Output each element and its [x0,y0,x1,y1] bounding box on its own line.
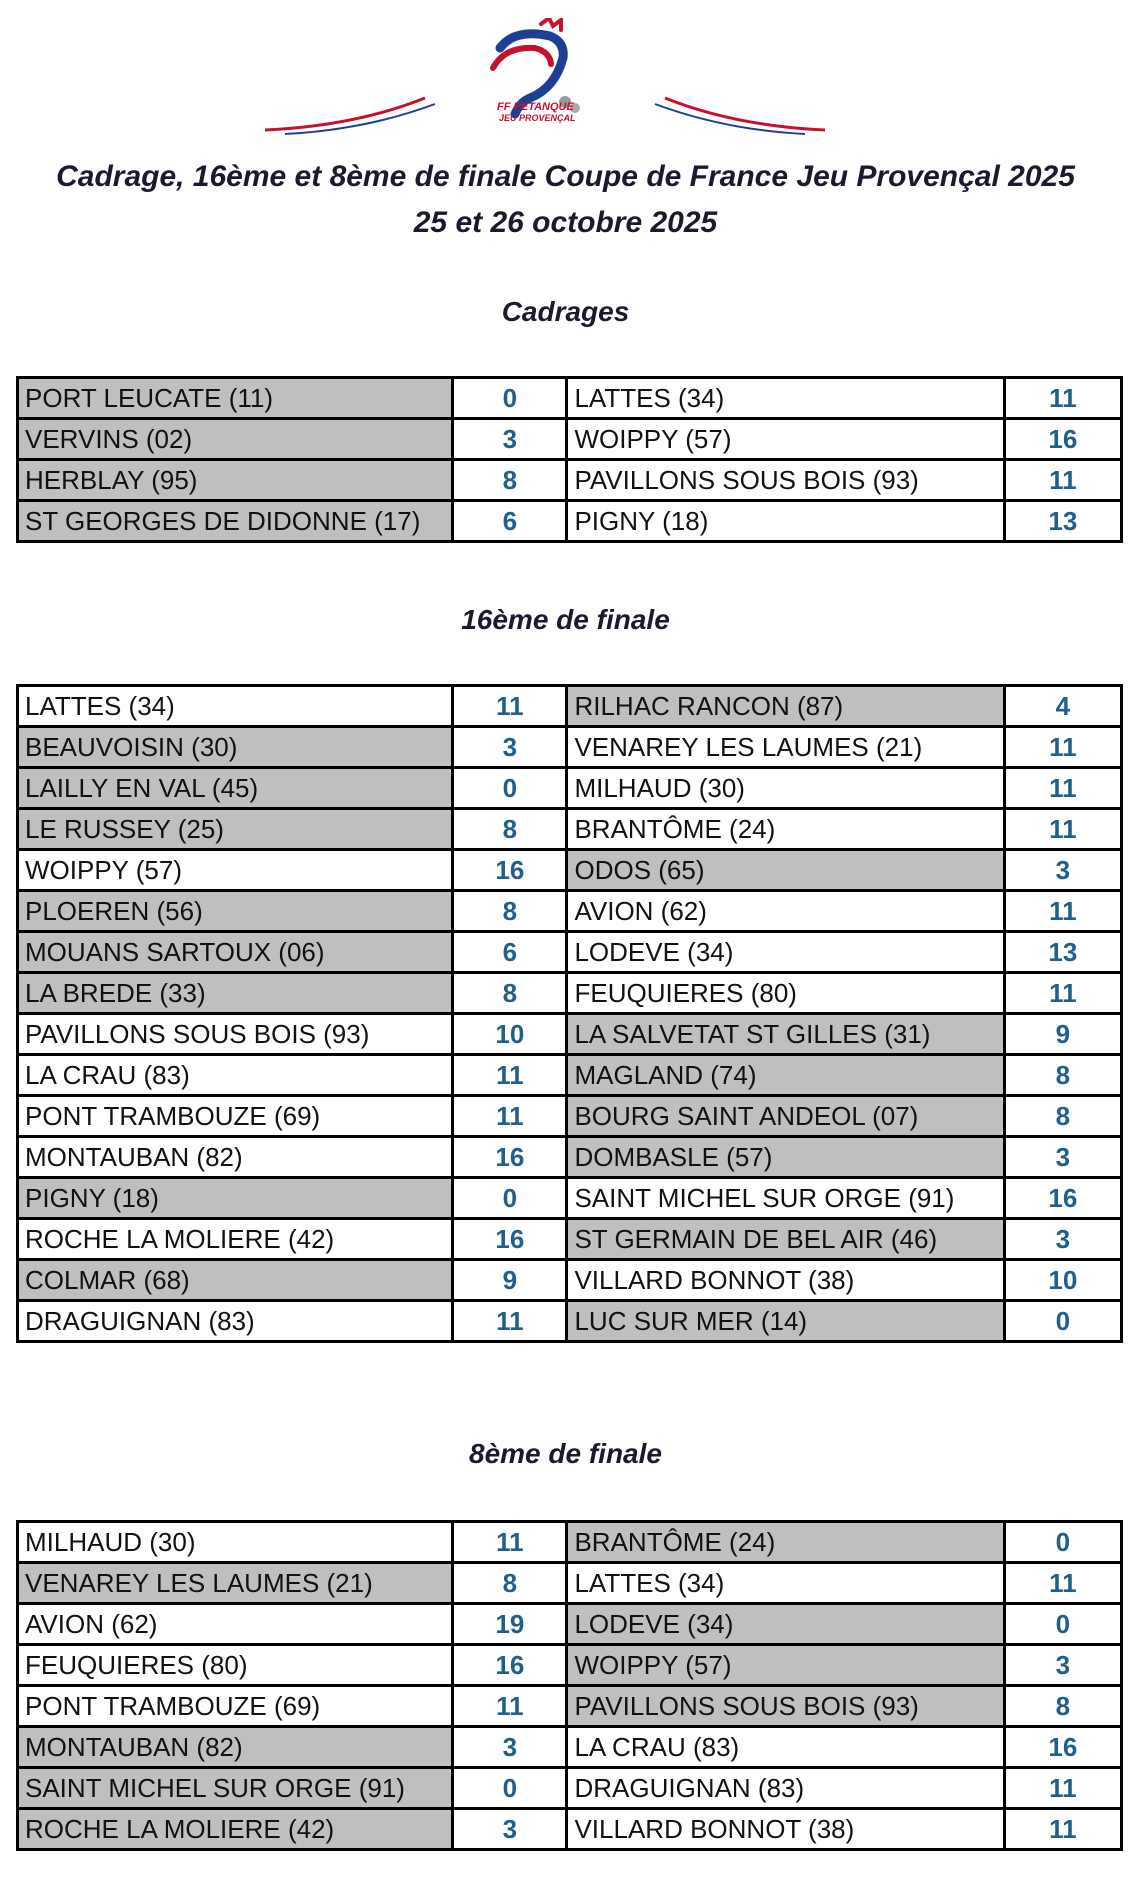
match-row [18,1809,1122,1850]
page-title: Cadrage, 16ème et 8ème de finale Coupe de France Jeu Provençal 2025 [56,160,1075,193]
team-away: LATTES (34) [567,1563,1004,1604]
match-row [18,932,1122,973]
logo-text-line1: FF PETANQUE [497,101,574,113]
score-home: 11 [453,686,567,727]
match-row [18,1563,1122,1604]
score-home: 8 [453,891,567,932]
match-row [18,1645,1122,1686]
score-home: 11 [453,1096,567,1137]
score-away: 0 [1004,1522,1121,1563]
team-home: LAILLY EN VAL (45) [18,768,453,809]
match-row [18,1096,1122,1137]
score-home: 8 [453,809,567,850]
match-row [18,891,1122,932]
match-row [18,378,1122,419]
section-title-16eme: 16ème de finale [461,604,670,635]
score-away: 11 [1004,1768,1121,1809]
match-row [18,1727,1122,1768]
team-away: BRANTÔME (24) [567,809,1004,850]
team-home: ROCHE LA MOLIERE (42) [18,1809,453,1850]
match-row [18,460,1122,501]
section-title-cadrages: Cadrages [501,296,630,327]
score-home: 11 [453,1522,567,1563]
score-away: 16 [1004,1178,1121,1219]
team-away: BRANTÔME (24) [567,1522,1004,1563]
results-table-8eme [16,1520,1123,1851]
match-row [18,1219,1122,1260]
team-home: ST GEORGES DE DIDONNE (17) [18,501,453,542]
team-away: VENAREY LES LAUMES (21) [567,727,1004,768]
score-away: 11 [1004,1809,1121,1850]
match-row [18,1178,1122,1219]
score-away: 3 [1004,1219,1121,1260]
match-row [18,768,1122,809]
results-table-cadrages [16,376,1123,543]
team-home: VENAREY LES LAUMES (21) [18,1563,453,1604]
score-home: 16 [453,1137,567,1178]
team-away: LODEVE (34) [567,1604,1004,1645]
score-away: 13 [1004,932,1121,973]
team-home: MONTAUBAN (82) [18,1137,453,1178]
score-away: 11 [1004,768,1121,809]
team-away: DRAGUIGNAN (83) [567,1768,1004,1809]
score-home: 16 [453,1645,567,1686]
logo-swoosh-right-red [665,98,825,130]
match-row [18,1768,1122,1809]
section-title-8eme: 8ème de finale [469,1438,662,1469]
team-away: LA CRAU (83) [567,1727,1004,1768]
score-home: 0 [453,1768,567,1809]
team-home: SAINT MICHEL SUR ORGE (91) [18,1768,453,1809]
team-home: MILHAUD (30) [18,1522,453,1563]
team-away: PIGNY (18) [567,501,1004,542]
team-away: MILHAUD (30) [567,768,1004,809]
team-home: LATTES (34) [18,686,453,727]
team-away: PAVILLONS SOUS BOIS (93) [567,460,1004,501]
team-home: PORT LEUCATE (11) [18,378,453,419]
score-home: 16 [453,1219,567,1260]
score-home: 11 [453,1055,567,1096]
score-home: 3 [453,419,567,460]
team-home: VERVINS (02) [18,419,453,460]
score-away: 3 [1004,1645,1121,1686]
score-away: 11 [1004,809,1121,850]
page-date: 25 et 26 octobre 2025 [413,206,718,239]
match-row [18,501,1122,542]
team-away: WOIPPY (57) [567,1645,1004,1686]
score-away: 0 [1004,1604,1121,1645]
score-away: 11 [1004,891,1121,932]
results-body [18,378,1122,542]
results-body [18,686,1122,1342]
score-home: 16 [453,850,567,891]
score-away: 4 [1004,686,1121,727]
score-away: 9 [1004,1014,1121,1055]
team-away: FEUQUIERES (80) [567,973,1004,1014]
score-away: 10 [1004,1260,1121,1301]
team-away: ODOS (65) [567,850,1004,891]
team-away: SAINT MICHEL SUR ORGE (91) [567,1178,1004,1219]
score-home: 6 [453,932,567,973]
logo-text-line2: JEU PROVENÇAL [499,113,576,123]
score-home: 8 [453,1563,567,1604]
score-home: 8 [453,460,567,501]
logo-rooster-comb [541,18,561,30]
team-away: LODEVE (34) [567,932,1004,973]
team-home: LA CRAU (83) [18,1055,453,1096]
team-away: PAVILLONS SOUS BOIS (93) [567,1686,1004,1727]
match-row [18,1055,1122,1096]
team-home: PAVILLONS SOUS BOIS (93) [18,1014,453,1055]
match-row [18,850,1122,891]
team-home: COLMAR (68) [18,1260,453,1301]
match-row [18,686,1122,727]
match-row [18,1522,1122,1563]
score-away: 11 [1004,973,1121,1014]
team-home: HERBLAY (95) [18,460,453,501]
match-row [18,1604,1122,1645]
match-row [18,973,1122,1014]
score-home: 0 [453,378,567,419]
team-away: LA SALVETAT ST GILLES (31) [567,1014,1004,1055]
team-away: MAGLAND (74) [567,1055,1004,1096]
team-home: LA BREDE (33) [18,973,453,1014]
team-away: BOURG SAINT ANDEOL (07) [567,1096,1004,1137]
team-home: PIGNY (18) [18,1178,453,1219]
score-away: 8 [1004,1096,1121,1137]
team-away: VILLARD BONNOT (38) [567,1260,1004,1301]
team-home: PLOEREN (56) [18,891,453,932]
match-row [18,809,1122,850]
results-table-16eme [16,684,1123,1343]
team-home: AVION (62) [18,1604,453,1645]
score-home: 0 [453,768,567,809]
team-away: RILHAC RANCON (87) [567,686,1004,727]
match-row [18,1301,1122,1342]
score-away: 13 [1004,501,1121,542]
score-away: 0 [1004,1301,1121,1342]
team-away: ST GERMAIN DE BEL AIR (46) [567,1219,1004,1260]
match-row [18,727,1122,768]
team-away: LUC SUR MER (14) [567,1301,1004,1342]
score-home: 11 [453,1686,567,1727]
score-home: 0 [453,1178,567,1219]
team-home: ROCHE LA MOLIERE (42) [18,1219,453,1260]
score-away: 3 [1004,1137,1121,1178]
team-away: DOMBASLE (57) [567,1137,1004,1178]
team-home: FEUQUIERES (80) [18,1645,453,1686]
team-away: WOIPPY (57) [567,419,1004,460]
match-row [18,1014,1122,1055]
score-home: 11 [453,1301,567,1342]
team-home: PONT TRAMBOUZE (69) [18,1096,453,1137]
score-home: 19 [453,1604,567,1645]
team-home: PONT TRAMBOUZE (69) [18,1686,453,1727]
logo-swoosh-left-red [265,98,425,130]
team-home: WOIPPY (57) [18,850,453,891]
score-away: 16 [1004,419,1121,460]
team-away: VILLARD BONNOT (38) [567,1809,1004,1850]
score-home: 6 [453,501,567,542]
score-home: 3 [453,1809,567,1850]
score-away: 8 [1004,1055,1121,1096]
score-home: 8 [453,973,567,1014]
score-away: 11 [1004,460,1121,501]
team-home: BEAUVOISIN (30) [18,727,453,768]
match-row [18,419,1122,460]
match-row [18,1260,1122,1301]
team-away: LATTES (34) [567,378,1004,419]
score-away: 11 [1004,1563,1121,1604]
team-home: MONTAUBAN (82) [18,1727,453,1768]
score-away: 11 [1004,378,1121,419]
results-body [18,1522,1122,1850]
score-away: 3 [1004,850,1121,891]
match-row [18,1686,1122,1727]
score-home: 3 [453,1727,567,1768]
score-away: 11 [1004,727,1121,768]
score-home: 3 [453,727,567,768]
match-row [18,1137,1122,1178]
score-away: 8 [1004,1686,1121,1727]
score-away: 16 [1004,1727,1121,1768]
score-home: 10 [453,1014,567,1055]
team-home: LE RUSSEY (25) [18,809,453,850]
team-away: AVION (62) [567,891,1004,932]
team-home: MOUANS SARTOUX (06) [18,932,453,973]
score-home: 9 [453,1260,567,1301]
team-home: DRAGUIGNAN (83) [18,1301,453,1342]
